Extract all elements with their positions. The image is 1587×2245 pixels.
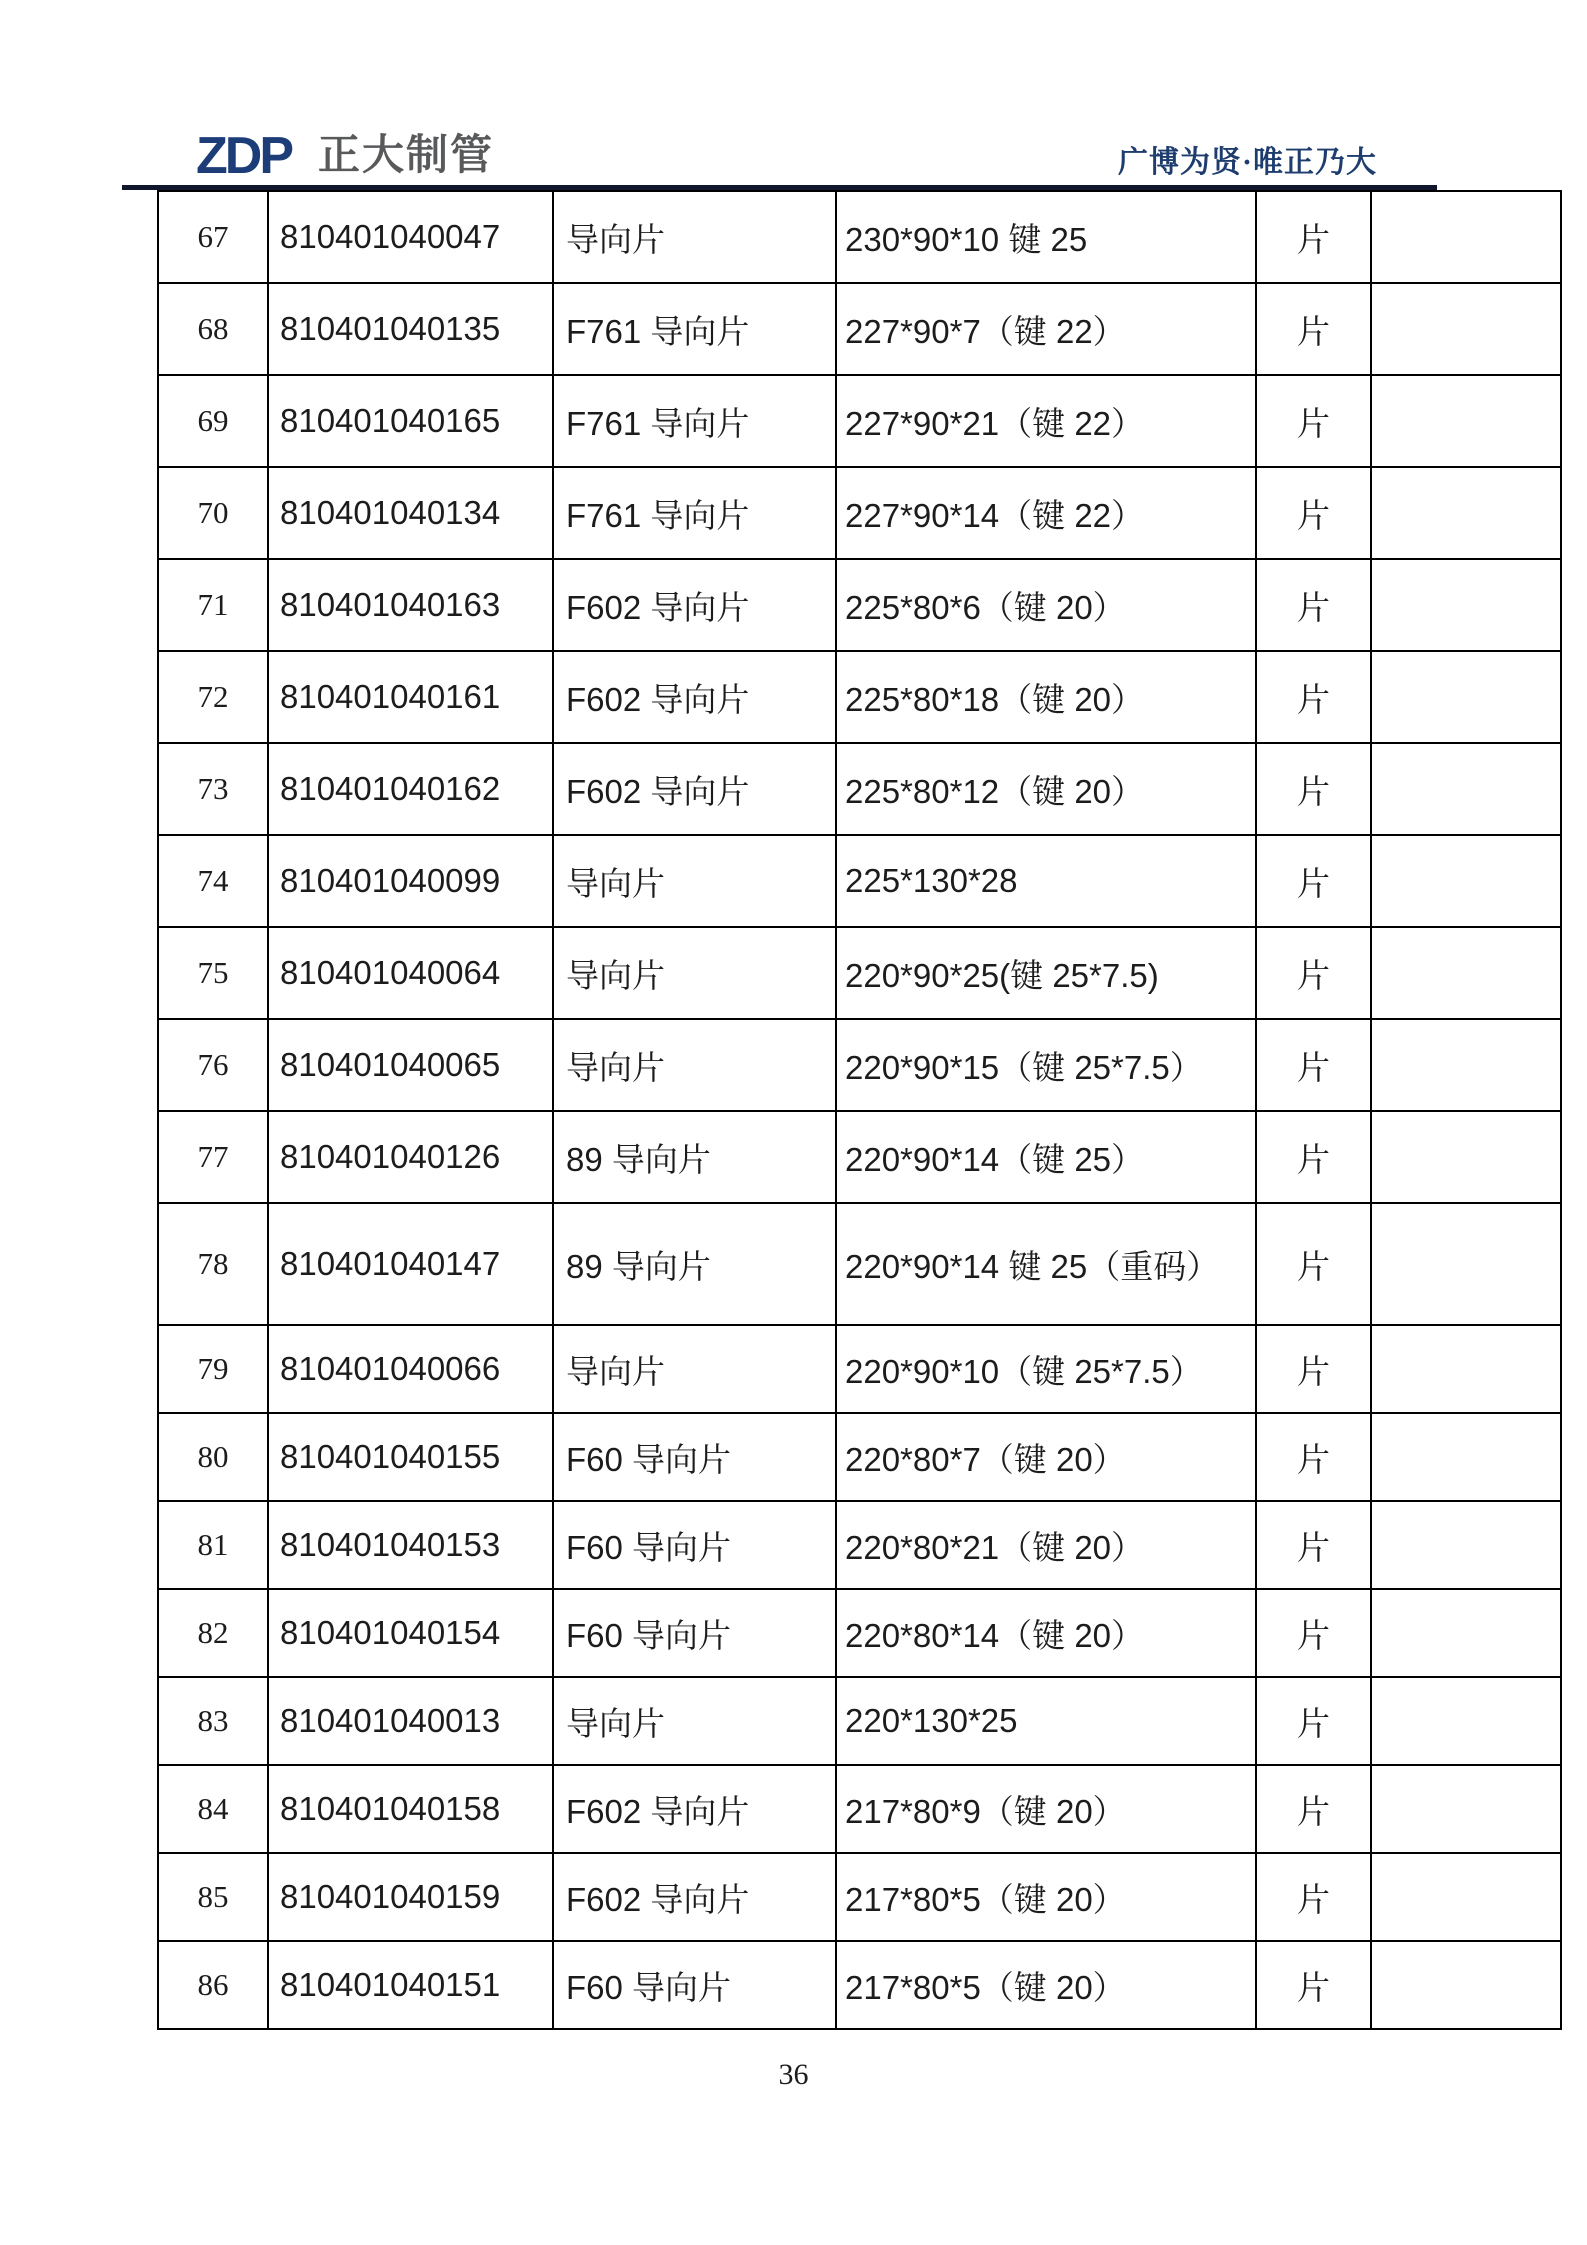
name-cell: F60 导向片 bbox=[553, 1501, 836, 1589]
code-cell: 810401040064 bbox=[268, 927, 553, 1019]
name-cell: F60 导向片 bbox=[553, 1413, 836, 1501]
row-number-cell: 78 bbox=[158, 1203, 268, 1325]
parts-table bbox=[157, 190, 1562, 2030]
spec-cell: 227*90*21（键 22） bbox=[836, 375, 1256, 467]
table-row bbox=[158, 927, 1561, 1019]
unit-cell: 片 bbox=[1256, 191, 1371, 283]
unit-cell: 片 bbox=[1256, 1325, 1371, 1413]
remark-cell bbox=[1371, 1765, 1561, 1853]
remark-cell bbox=[1371, 191, 1561, 283]
row-number-cell: 83 bbox=[158, 1677, 268, 1765]
table-row bbox=[158, 191, 1561, 283]
row-number-cell: 68 bbox=[158, 283, 268, 375]
row-number-cell: 76 bbox=[158, 1019, 268, 1111]
code-cell: 810401040163 bbox=[268, 559, 553, 651]
remark-cell bbox=[1371, 283, 1561, 375]
remark-cell bbox=[1371, 651, 1561, 743]
table-row bbox=[158, 1677, 1561, 1765]
unit-cell: 片 bbox=[1256, 1941, 1371, 2029]
spec-cell: 217*80*5（键 20） bbox=[836, 1853, 1256, 1941]
unit-cell: 片 bbox=[1256, 835, 1371, 927]
unit-cell: 片 bbox=[1256, 1501, 1371, 1589]
name-cell: 导向片 bbox=[553, 835, 836, 927]
code-cell: 810401040155 bbox=[268, 1413, 553, 1501]
spec-cell: 220*130*25 bbox=[836, 1677, 1256, 1765]
code-cell: 810401040047 bbox=[268, 191, 553, 283]
code-cell: 810401040159 bbox=[268, 1853, 553, 1941]
spec-cell: 220*80*21（键 20） bbox=[836, 1501, 1256, 1589]
spec-cell: 217*80*9（键 20） bbox=[836, 1765, 1256, 1853]
name-cell: F602 导向片 bbox=[553, 1853, 836, 1941]
spec-cell: 227*90*7（键 22） bbox=[836, 283, 1256, 375]
table-row bbox=[158, 651, 1561, 743]
name-cell: F60 导向片 bbox=[553, 1941, 836, 2029]
table-row bbox=[158, 1019, 1561, 1111]
row-number-cell: 82 bbox=[158, 1589, 268, 1677]
row-number-cell: 86 bbox=[158, 1941, 268, 2029]
name-cell: F602 导向片 bbox=[553, 651, 836, 743]
row-number-cell: 69 bbox=[158, 375, 268, 467]
row-number-cell: 70 bbox=[158, 467, 268, 559]
remark-cell bbox=[1371, 1501, 1561, 1589]
name-cell: F761 导向片 bbox=[553, 375, 836, 467]
row-number-cell: 80 bbox=[158, 1413, 268, 1501]
spec-cell: 227*90*14（键 22） bbox=[836, 467, 1256, 559]
company-logo-mark: ZDP bbox=[196, 127, 291, 185]
unit-cell: 片 bbox=[1256, 1677, 1371, 1765]
code-cell: 810401040161 bbox=[268, 651, 553, 743]
code-cell: 810401040013 bbox=[268, 1677, 553, 1765]
unit-cell: 片 bbox=[1256, 743, 1371, 835]
row-number-cell: 84 bbox=[158, 1765, 268, 1853]
table-row bbox=[158, 1765, 1561, 1853]
code-cell: 810401040066 bbox=[268, 1325, 553, 1413]
code-cell: 810401040158 bbox=[268, 1765, 553, 1853]
code-cell: 810401040151 bbox=[268, 1941, 553, 2029]
remark-cell bbox=[1371, 559, 1561, 651]
code-cell: 810401040147 bbox=[268, 1203, 553, 1325]
remark-cell bbox=[1371, 927, 1561, 1019]
spec-cell: 225*80*18（键 20） bbox=[836, 651, 1256, 743]
row-number-cell: 85 bbox=[158, 1853, 268, 1941]
table-row bbox=[158, 1501, 1561, 1589]
code-cell: 810401040165 bbox=[268, 375, 553, 467]
unit-cell: 片 bbox=[1256, 927, 1371, 1019]
code-cell: 810401040134 bbox=[268, 467, 553, 559]
spec-cell: 230*90*10 键 25 bbox=[836, 191, 1256, 283]
spec-cell: 220*80*14（键 20） bbox=[836, 1589, 1256, 1677]
remark-cell bbox=[1371, 375, 1561, 467]
remark-cell bbox=[1371, 1019, 1561, 1111]
name-cell: F761 导向片 bbox=[553, 283, 836, 375]
spec-cell: 217*80*5（键 20） bbox=[836, 1941, 1256, 2029]
row-number-cell: 79 bbox=[158, 1325, 268, 1413]
table-row bbox=[158, 1413, 1561, 1501]
company-tagline: 广博为贤·唯正乃大 bbox=[1118, 146, 1378, 179]
unit-cell: 片 bbox=[1256, 375, 1371, 467]
remark-cell bbox=[1371, 1853, 1561, 1941]
row-number-cell: 67 bbox=[158, 191, 268, 283]
unit-cell: 片 bbox=[1256, 467, 1371, 559]
remark-cell bbox=[1371, 467, 1561, 559]
unit-cell: 片 bbox=[1256, 1765, 1371, 1853]
name-cell: 89 导向片 bbox=[553, 1203, 836, 1325]
spec-cell: 220*90*14（键 25） bbox=[836, 1111, 1256, 1203]
code-cell: 810401040099 bbox=[268, 835, 553, 927]
name-cell: F602 导向片 bbox=[553, 559, 836, 651]
name-cell: F602 导向片 bbox=[553, 743, 836, 835]
name-cell: 导向片 bbox=[553, 927, 836, 1019]
remark-cell bbox=[1371, 1677, 1561, 1765]
parts-table-body bbox=[158, 191, 1561, 2029]
name-cell: F60 导向片 bbox=[553, 1589, 836, 1677]
parts-table-container bbox=[157, 190, 1562, 2030]
remark-cell bbox=[1371, 1413, 1561, 1501]
remark-cell bbox=[1371, 1589, 1561, 1677]
row-number-cell: 81 bbox=[158, 1501, 268, 1589]
name-cell: F602 导向片 bbox=[553, 1765, 836, 1853]
remark-cell bbox=[1371, 1111, 1561, 1203]
table-row bbox=[158, 1111, 1561, 1203]
name-cell: 导向片 bbox=[553, 1019, 836, 1111]
remark-cell bbox=[1371, 1325, 1561, 1413]
row-number-cell: 74 bbox=[158, 835, 268, 927]
table-row bbox=[158, 1941, 1561, 2029]
name-cell: 89 导向片 bbox=[553, 1111, 836, 1203]
name-cell: F761 导向片 bbox=[553, 467, 836, 559]
remark-cell bbox=[1371, 1941, 1561, 2029]
row-number-cell: 77 bbox=[158, 1111, 268, 1203]
remark-cell bbox=[1371, 1203, 1561, 1325]
table-row bbox=[158, 467, 1561, 559]
company-logo-name: 正大制管 bbox=[318, 131, 495, 178]
name-cell: 导向片 bbox=[553, 1677, 836, 1765]
table-row bbox=[158, 1203, 1561, 1325]
unit-cell: 片 bbox=[1256, 1413, 1371, 1501]
spec-cell: 220*90*25(键 25*7.5) bbox=[836, 927, 1256, 1019]
unit-cell: 片 bbox=[1256, 1589, 1371, 1677]
code-cell: 810401040162 bbox=[268, 743, 553, 835]
unit-cell: 片 bbox=[1256, 1203, 1371, 1325]
code-cell: 810401040154 bbox=[268, 1589, 553, 1677]
table-row bbox=[158, 1325, 1561, 1413]
spec-cell: 225*80*6（键 20） bbox=[836, 559, 1256, 651]
code-cell: 810401040135 bbox=[268, 283, 553, 375]
unit-cell: 片 bbox=[1256, 283, 1371, 375]
code-cell: 810401040065 bbox=[268, 1019, 553, 1111]
name-cell: 导向片 bbox=[553, 1325, 836, 1413]
table-row bbox=[158, 743, 1561, 835]
spec-cell: 220*90*15（键 25*7.5） bbox=[836, 1019, 1256, 1111]
row-number-cell: 75 bbox=[158, 927, 268, 1019]
unit-cell: 片 bbox=[1256, 651, 1371, 743]
table-row bbox=[158, 559, 1561, 651]
spec-cell: 220*90*10（键 25*7.5） bbox=[836, 1325, 1256, 1413]
spec-cell: 225*130*28 bbox=[836, 835, 1256, 927]
row-number-cell: 71 bbox=[158, 559, 268, 651]
table-row bbox=[158, 1853, 1561, 1941]
page-number: 36 bbox=[778, 2058, 809, 2091]
code-cell: 810401040153 bbox=[268, 1501, 553, 1589]
unit-cell: 片 bbox=[1256, 1111, 1371, 1203]
remark-cell bbox=[1371, 835, 1561, 927]
spec-cell: 220*80*7（键 20） bbox=[836, 1413, 1256, 1501]
table-row bbox=[158, 283, 1561, 375]
table-row bbox=[158, 375, 1561, 467]
unit-cell: 片 bbox=[1256, 559, 1371, 651]
spec-cell: 220*90*14 键 25（重码） bbox=[836, 1203, 1256, 1325]
row-number-cell: 72 bbox=[158, 651, 268, 743]
spec-cell: 225*80*12（键 20） bbox=[836, 743, 1256, 835]
table-row bbox=[158, 835, 1561, 927]
name-cell: 导向片 bbox=[553, 191, 836, 283]
unit-cell: 片 bbox=[1256, 1853, 1371, 1941]
unit-cell: 片 bbox=[1256, 1019, 1371, 1111]
row-number-cell: 73 bbox=[158, 743, 268, 835]
code-cell: 810401040126 bbox=[268, 1111, 553, 1203]
remark-cell bbox=[1371, 743, 1561, 835]
table-row bbox=[158, 1589, 1561, 1677]
